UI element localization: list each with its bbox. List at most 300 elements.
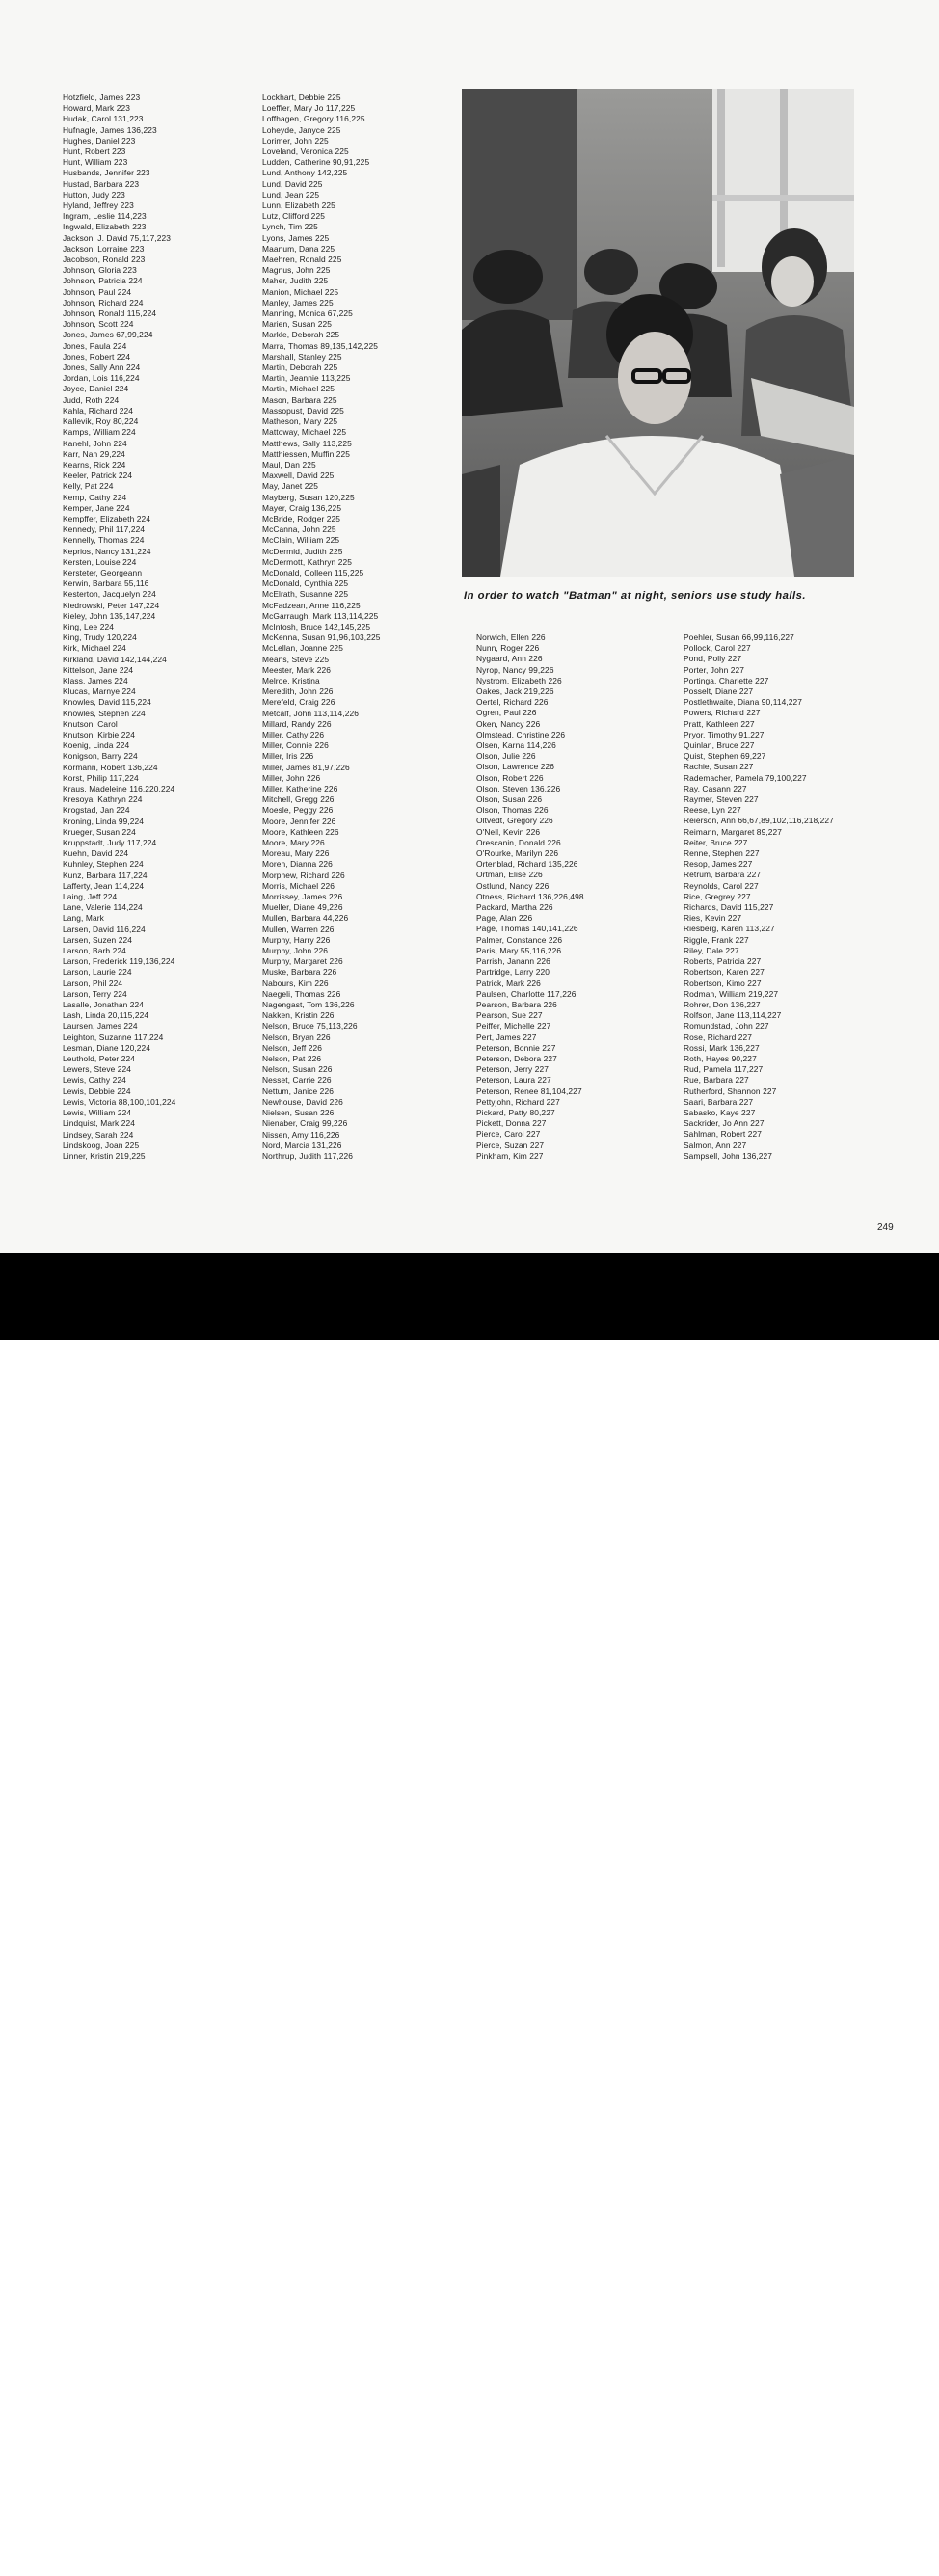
index-entry: Nettum, Janice 226 (262, 1086, 334, 1096)
index-entry: Ludden, Catherine 90,91,225 (262, 157, 370, 168)
index-entry: Sabasko, Kaye 227 (684, 1107, 756, 1117)
index-entry: Nunn, Roger 226 (476, 643, 540, 654)
footer-info (723, 2519, 918, 2575)
index-entry: Martin, Deborah 225 (262, 362, 338, 373)
index-entry: Peterson, Bonnie 227 (476, 1042, 556, 1053)
index-entry: Hughes, Daniel 223 (63, 135, 136, 146)
index-entry: Roberts, Patricia 227 (684, 956, 762, 967)
index-entry: May, Janet 225 (262, 481, 319, 492)
index-entry: Kamps, William 224 (63, 427, 136, 438)
index-entry: Lund, David 225 (262, 178, 323, 189)
index-entry: Moore, Jennifer 226 (262, 816, 336, 826)
index-entry: Hunt, Robert 223 (63, 147, 126, 157)
index-entry: Pickett, Donna 227 (476, 1118, 547, 1129)
index-entry: Nygaard, Ann 226 (476, 654, 543, 664)
index-column-3 (476, 632, 584, 1162)
index-entry: Johnson, Scott 224 (63, 319, 134, 330)
index-entry: Kelly, Pat 224 (63, 481, 114, 492)
index-entry: Maehren, Ronald 225 (262, 255, 342, 265)
index-entry: Peterson, Renee 81,104,227 (476, 1086, 582, 1096)
index-entry: Page, Alan 226 (476, 913, 533, 924)
index-entry: Kunz, Barbara 117,224 (63, 870, 148, 880)
index-entry: Pierce, Carol 227 (476, 1129, 541, 1140)
index-entry: Laursen, James 224 (63, 1021, 138, 1032)
index-entry: Kirk, Michael 224 (63, 643, 126, 654)
index-entry: Rossi, Mark 136,227 (684, 1042, 760, 1053)
index-entry: Klass, James 224 (63, 675, 128, 685)
index-entry: Pearson, Sue 227 (476, 1010, 543, 1021)
index-entry: Rachie, Susan 227 (684, 762, 754, 772)
index-entry: Lund, Jean 225 (262, 189, 320, 200)
index-entry: Knowles, David 115,224 (63, 697, 151, 708)
index-entry: Nielsen, Susan 226 (262, 1108, 335, 1118)
index-entry: Peterson, Jerry 227 (476, 1064, 549, 1075)
index-entry: Maanum, Dana 225 (262, 243, 335, 254)
index-entry: Jones, James 67,99,224 (63, 330, 153, 340)
index-entry: Joyce, Daniel 224 (63, 384, 129, 394)
index-entry: Lafferty, Jean 114,224 (63, 880, 145, 891)
index-entry: Lewers, Steve 224 (63, 1064, 132, 1075)
index-entry: Manion, Michael 225 (262, 286, 339, 297)
index-entry: Pearson, Barbara 226 (476, 999, 557, 1009)
index-entry: Ortenblad, Richard 135,226 (476, 859, 578, 870)
index-entry: Pratt, Kathleen 227 (684, 718, 755, 729)
index-entry: Nakken, Kristin 226 (262, 1010, 335, 1021)
index-entry: Matthiessen, Muffin 225 (262, 448, 351, 459)
index-entry: Northrup, Judith 117,226 (262, 1150, 353, 1161)
index-entry: Loffhagen, Gregory 116,225 (262, 114, 365, 124)
index-entry: Hunt, William 223 (63, 157, 128, 168)
index-entry: Raymer, Steven 227 (684, 794, 759, 805)
index-entry: Hotzfield, James 223 (63, 93, 141, 102)
index-entry: Knutson, Kirbie 224 (63, 729, 135, 739)
index-entry: Resop, James 227 (684, 859, 753, 870)
index-entry: Krogstad, Jan 224 (63, 805, 130, 816)
index-entry: Lockhart, Debbie 225 (262, 93, 341, 102)
index-entry: Loheyde, Janyce 225 (262, 124, 341, 135)
index-entry: Ingram, Leslie 114,223 (63, 211, 147, 222)
index-entry: Marshall, Stanley 225 (262, 351, 342, 362)
index-entry: Markle, Deborah 225 (262, 330, 340, 340)
index-entry: Kesterton, Jacquelyn 224 (63, 589, 156, 600)
index-entry: Nelson, Pat 226 (262, 1054, 322, 1064)
index-entry: Moren, Dianna 226 (262, 859, 333, 870)
index-entry: Quinlan, Bruce 227 (684, 740, 755, 751)
index-entry: Lorimer, John 225 (262, 135, 329, 146)
index-entry: Olson, Susan 226 (476, 794, 543, 805)
index-entry: Matthews, Sally 113,225 (262, 438, 352, 448)
index-entry: Powers, Richard 227 (684, 708, 761, 718)
index-entry: Maher, Judith 225 (262, 276, 329, 286)
index-entry: Packard, Martha 226 (476, 902, 553, 913)
index-entry: Ostlund, Nancy 226 (476, 880, 550, 891)
index-entry: Porter, John 227 (684, 664, 745, 675)
index-entry: Jackson, Lorraine 223 (63, 243, 145, 254)
index-entry: Rodman, William 219,227 (684, 988, 779, 999)
index-entry: Reimann, Margaret 89,227 (684, 826, 783, 837)
index-entry: Paulsen, Charlotte 117,226 (476, 988, 577, 999)
index-entry: Kahla, Richard 224 (63, 405, 134, 416)
index-entry: Kersten, Louise 224 (63, 556, 137, 567)
index-column-1 (63, 93, 175, 1162)
index-entry: Morphew, Richard 226 (262, 870, 345, 880)
index-entry: Olson, Julie 226 (476, 751, 536, 762)
index-entry: Reierson, Ann 66,67,89,102,116,218,227 (684, 816, 834, 826)
index-entry: Knowles, Stephen 224 (63, 708, 146, 718)
index-entry: Kiedrowski, Peter 147,224 (63, 600, 160, 610)
index-entry: Oltvedt, Gregory 226 (476, 816, 553, 826)
index-entry: Maul, Dan 225 (262, 459, 316, 470)
index-entry: Sahlman, Robert 227 (684, 1129, 763, 1140)
index-entry: Paris, Mary 55,116,226 (476, 945, 562, 955)
index-entry: McDonald, Cynthia 225 (262, 578, 349, 589)
index-entry: Magnus, John 225 (262, 265, 331, 276)
index-entry: Naegeli, Thomas 226 (262, 988, 341, 999)
index-entry: Lund, Anthony 142,225 (262, 168, 348, 178)
index-entry: Portinga, Charlette 227 (684, 675, 769, 685)
index-entry: Loeffler, Mary Jo 117,225 (262, 103, 356, 114)
index-entry: Norwich, Ellen 226 (476, 632, 546, 642)
index-entry: Mitchell, Gregg 226 (262, 794, 335, 805)
index-entry: Mayer, Craig 136,225 (262, 502, 342, 513)
index-entry: Korst, Philip 117,224 (63, 772, 139, 783)
index-entry: Ogren, Paul 226 (476, 708, 537, 718)
index-entry: Krueger, Susan 224 (63, 826, 136, 837)
index-entry: Lewis, William 224 (63, 1108, 132, 1118)
index-entry: McDonald, Colleen 115,225 (262, 567, 364, 577)
index-entry: Jordan, Lois 116,224 (63, 373, 140, 384)
index-entry: Lindskoog, Joan 225 (63, 1140, 140, 1150)
index-entry: Hutton, Judy 223 (63, 189, 125, 200)
index-entry: Lewis, Victoria 88,100,101,224 (63, 1096, 176, 1107)
index-entry: Postlethwaite, Diana 90,114,227 (684, 697, 803, 708)
index-entry: Nystrom, Elizabeth 226 (476, 675, 562, 685)
index-entry: Kieley, John 135,147,224 (63, 610, 156, 621)
index-entry: Martin, Michael 225 (262, 384, 335, 394)
index-entry: Larsen, David 116,224 (63, 924, 146, 934)
index-entry: Lang, Mark (63, 913, 104, 924)
index-entry: Robertson, Kimo 227 (684, 978, 762, 988)
footer-url: www.alamy.com (765, 2548, 918, 2572)
index-entry: Patrick, Mark 226 (476, 978, 541, 988)
index-entry: Lesman, Diane 120,224 (63, 1042, 151, 1053)
index-entry: Johnson, Gloria 223 (63, 265, 137, 276)
index-entry: Riesberg, Karen 113,227 (684, 924, 775, 934)
index-entry: Quist, Stephen 69,227 (684, 751, 766, 762)
index-entry: Rohrer, Don 136,227 (684, 999, 761, 1009)
index-entry: Olson, Thomas 226 (476, 805, 549, 816)
index-entry: Nelson, Jeff 226 (262, 1042, 322, 1053)
index-entry: Kallevik, Roy 80,224 (63, 416, 139, 427)
yearbook-page (0, 0, 939, 1253)
image-id-text: Image ID: 3A6PXTM (723, 2520, 918, 2544)
index-entry: Ortman, Elise 226 (476, 870, 543, 880)
index-entry: McFadzean, Anne 116,225 (262, 600, 361, 610)
index-entry: Linner, Kristin 219,225 (63, 1150, 146, 1161)
index-entry: Kemp, Cathy 224 (63, 492, 127, 502)
index-entry: Kennedy, Phil 117,224 (63, 524, 146, 535)
index-entry: McKenna, Susan 91,96,103,225 (262, 632, 381, 643)
index-entry: Means, Steve 225 (262, 654, 330, 664)
index-entry: Howard, Mark 223 (63, 103, 131, 114)
index-entry: Saari, Barbara 227 (684, 1096, 754, 1107)
index-entry: Lindquist, Mark 224 (63, 1118, 135, 1129)
index-entry: King, Trudy 120,224 (63, 632, 137, 643)
index-entry: Murphy, John 226 (262, 946, 329, 956)
index-entry: Nelson, Susan 226 (262, 1064, 333, 1075)
index-entry: Oertel, Richard 226 (476, 697, 549, 708)
index-entry: Reynolds, Carol 227 (684, 880, 759, 891)
index-entry: McGarraugh, Mark 113,114,225 (262, 610, 379, 621)
index-entry: Morrissey, James 226 (262, 892, 343, 902)
index-entry: Larson, Laurie 224 (63, 967, 132, 978)
index-entry: Otness, Richard 136,226,498 (476, 891, 584, 901)
index-entry: Meredith, John 226 (262, 686, 334, 697)
index-entry: Posselt, Diane 227 (684, 686, 754, 697)
index-entry: O'Neil, Kevin 226 (476, 826, 541, 837)
index-entry: Kearns, Rick 224 (63, 459, 126, 470)
index-entry: Ray, Casann 227 (684, 783, 747, 793)
index-entry: Kruppstadt, Judy 117,224 (63, 838, 157, 848)
index-entry: Rademacher, Pamela 79,100,227 (684, 772, 807, 783)
index-entry: Mayberg, Susan 120,225 (262, 492, 355, 502)
index-entry: Merefeld, Craig 226 (262, 697, 335, 708)
index-entry: Pettyjohn, Richard 227 (476, 1096, 560, 1107)
index-entry: Orescanin, Donald 226 (476, 837, 561, 847)
index-entry: Kemper, Jane 224 (63, 502, 130, 513)
index-entry: Kuhnley, Stephen 224 (63, 859, 144, 870)
index-entry: Leighton, Suzanne 117,224 (63, 1032, 164, 1042)
index-entry: Lindsey, Sarah 224 (63, 1129, 134, 1140)
index-entry: Nienaber, Craig 99,226 (262, 1118, 348, 1129)
index-entry: McClain, William 225 (262, 535, 340, 546)
index-entry: Nord, Marcia 131,226 (262, 1140, 342, 1150)
index-entry: Oakes, Jack 219,226 (476, 686, 554, 697)
index-entry: Rolfson, Jane 113,114,227 (684, 1010, 782, 1021)
index-entry: Mullen, Barbara 44,226 (262, 913, 349, 924)
index-entry: Pickard, Patty 80,227 (476, 1107, 555, 1117)
index-entry: Miller, Iris 226 (262, 751, 314, 762)
index-entry: Kempffer, Elizabeth 224 (63, 513, 151, 523)
index-entry: Nelson, Bryan 226 (262, 1032, 331, 1042)
index-entry: Hustad, Barbara 223 (63, 178, 140, 189)
index-entry: Marien, Susan 225 (262, 319, 332, 330)
index-entry: Meester, Mark 226 (262, 664, 332, 675)
index-entry: O'Rourke, Marilyn 226 (476, 848, 559, 859)
index-entry: Poehler, Susan 66,99,116,227 (684, 632, 794, 642)
index-entry: McIntosh, Bruce 142,145,225 (262, 621, 371, 631)
index-entry: Riley, Dale 227 (684, 945, 739, 955)
index-entry: Sampsell, John 136,227 (684, 1150, 773, 1161)
watermark-footer (0, 1253, 939, 2576)
index-entry: Judd, Roth 224 (63, 394, 120, 405)
index-entry: Millard, Randy 226 (262, 718, 332, 729)
index-entry: Olson, Lawrence 226 (476, 762, 555, 772)
index-entry: Mullen, Warren 226 (262, 924, 335, 934)
index-entry: Nabours, Kim 226 (262, 978, 329, 988)
index-entry: Reiter, Bruce 227 (684, 837, 748, 847)
index-entry: Maxwell, David 225 (262, 470, 335, 481)
index-entry: Keeler, Patrick 224 (63, 470, 133, 481)
index-entry: Riggle, Frank 227 (684, 934, 749, 945)
index-entry: Moesle, Peggy 226 (262, 805, 334, 816)
index-entry: McBride, Rodger 225 (262, 513, 341, 523)
index-entry: Kersteter, Georgeann (63, 567, 143, 577)
index-entry: Larson, Terry 224 (63, 988, 127, 999)
index-column-2 (262, 93, 380, 1162)
index-entry: Lane, Valerie 114,224 (63, 902, 143, 913)
index-entry: Koenig, Linda 224 (63, 740, 130, 751)
index-entry: Johnson, Ronald 115,224 (63, 309, 157, 319)
index-entry: Kroning, Linda 99,224 (63, 816, 145, 826)
index-entry: Hudak, Carol 131,223 (63, 114, 144, 124)
index-entry: Mattoway, Michael 225 (262, 427, 347, 438)
index-entry: Lutz, Clifford 225 (262, 211, 325, 222)
index-entry: Rice, Gregrey 227 (684, 891, 751, 901)
index-entry: Kormann, Robert 136,224 (63, 762, 158, 772)
index-entry: Salmon, Ann 227 (684, 1140, 747, 1150)
index-entry: Nagengast, Tom 136,226 (262, 1000, 355, 1010)
index-entry: Olsen, Karna 114,226 (476, 740, 556, 751)
index-entry: Miller, John 226 (262, 772, 321, 783)
study-hall-photo (462, 89, 854, 577)
index-entry: Romundstad, John 227 (684, 1021, 769, 1032)
index-entry: Murphy, Harry 226 (262, 934, 331, 945)
index-entry: Parrish, Janann 226 (476, 956, 550, 967)
index-entry: Hyland, Jeffrey 223 (63, 201, 134, 211)
index-entry: Pinkham, Kim 227 (476, 1150, 544, 1161)
index-entry: Olson, Robert 226 (476, 772, 544, 783)
index-entry: Matheson, Mary 225 (262, 416, 338, 427)
index-entry: Laing, Jeff 224 (63, 892, 118, 902)
index-entry: Ries, Kevin 227 (684, 913, 742, 924)
index-entry: Kraus, Madeleine 116,220,224 (63, 784, 175, 793)
index-entry: Jacobson, Ronald 223 (63, 255, 146, 265)
index-entry: Hufnagle, James 136,223 (63, 124, 157, 135)
index-entry: Newhouse, David 226 (262, 1096, 343, 1107)
index-entry: Metcalf, John 113,114,226 (262, 708, 359, 718)
index-entry: Peiffer, Michelle 227 (476, 1021, 551, 1032)
index-entry: Lyons, James 225 (262, 232, 330, 243)
index-entry: Jones, Paula 224 (63, 340, 127, 351)
index-entry: Lunn, Elizabeth 225 (262, 201, 335, 211)
index-entry: Reese, Lyn 227 (684, 805, 741, 816)
index-entry: Larsen, Suzen 224 (63, 934, 133, 945)
index-entry: Peterson, Debora 227 (476, 1053, 557, 1063)
index-entry: Rud, Pamela 117,227 (684, 1064, 764, 1075)
index-entry: Pryor, Timothy 91,227 (684, 729, 765, 739)
index-entry: Ingwald, Elizabeth 223 (63, 222, 147, 232)
index-entry: McElrath, Susanne 225 (262, 589, 349, 600)
index-entry: Jackson, J. David 75,117,223 (63, 232, 172, 243)
index-entry: Kanehl, John 224 (63, 438, 127, 448)
index-entry: Jones, Robert 224 (63, 351, 131, 362)
index-entry: Miller, Connie 226 (262, 740, 329, 751)
index-entry: Nelson, Bruce 75,113,226 (262, 1021, 358, 1032)
index-entry: Nissen, Amy 116,226 (262, 1129, 340, 1140)
index-entry: Peterson, Laura 227 (476, 1075, 551, 1086)
index-entry: Massopust, David 225 (262, 405, 344, 416)
index-column-4 (684, 632, 834, 1162)
index-entry: Olson, Steven 136,226 (476, 783, 561, 793)
index-entry: Larson, Frederick 119,136,224 (63, 956, 175, 967)
index-entry: Klucas, Marnye 224 (63, 686, 136, 697)
index-entry: King, Lee 224 (63, 621, 114, 631)
index-entry: Morris, Michael 226 (262, 880, 335, 891)
index-entry: Larson, Phil 224 (63, 978, 123, 988)
index-entry: Moore, Mary 226 (262, 838, 325, 848)
index-entry: Konigson, Barry 224 (63, 751, 138, 762)
index-entry: Kennelly, Thomas 224 (63, 535, 145, 546)
index-entry: Knutson, Carol (63, 718, 118, 729)
index-entry: McDermid, Judith 225 (262, 546, 343, 556)
index-entry: Johnson, Patricia 224 (63, 276, 143, 286)
index-entry: Kittelson, Jane 224 (63, 664, 134, 675)
index-entry: Kuehn, David 224 (63, 848, 129, 859)
page-number: 249 (877, 1222, 894, 1233)
index-entry: Miller, James 81,97,226 (262, 762, 350, 772)
index-entry: Marra, Thomas 89,135,142,225 (262, 340, 378, 351)
index-entry: McCanna, John 225 (262, 524, 336, 535)
index-entry: Lasalle, Jonathan 224 (63, 1000, 145, 1010)
photo-caption: In order to watch "Batman" at night, seniors use study halls. (464, 590, 807, 602)
index-entry: Kresoya, Kathryn 224 (63, 794, 143, 805)
index-entry: Renne, Stephen 227 (684, 848, 760, 859)
index-entry: Rose, Richard 227 (684, 1032, 753, 1042)
index-entry: Page, Thomas 140,141,226 (476, 924, 578, 934)
index-entry: Jones, Sally Ann 224 (63, 362, 141, 373)
index-entry: Muske, Barbara 226 (262, 967, 337, 978)
index-entry: Lash, Linda 20,115,224 (63, 1010, 149, 1021)
index-entry: Miller, Katherine 226 (262, 784, 338, 793)
index-entry: Mason, Barbara 225 (262, 394, 337, 405)
index-entry: Miller, Cathy 226 (262, 729, 325, 739)
index-entry: Leuthold, Peter 224 (63, 1054, 136, 1064)
index-entry: Lewis, Cathy 224 (63, 1075, 126, 1086)
index-entry: Mueller, Diane 49,226 (262, 902, 343, 913)
index-entry: Melroe, Kristina (262, 675, 320, 685)
index-entry: Lewis, Debbie 224 (63, 1086, 131, 1096)
index-entry: Larson, Barb 224 (63, 946, 126, 956)
index-entry: Murphy, Margaret 226 (262, 956, 343, 967)
index-entry: Johnson, Paul 224 (63, 286, 132, 297)
index-entry: Roth, Hayes 90,227 (684, 1053, 757, 1063)
index-entry: Keprios, Nancy 131,224 (63, 546, 151, 556)
index-entry: Pert, James 227 (476, 1032, 537, 1042)
index-entry: Johnson, Richard 224 (63, 297, 144, 308)
index-entry: Manley, James 225 (262, 297, 334, 308)
index-entry: Rue, Barbara 227 (684, 1075, 749, 1086)
index-entry: Karr, Nan 29,224 (63, 448, 125, 459)
index-entry: Oken, Nancy 226 (476, 718, 541, 729)
index-entry: Martin, Jeannie 113,225 (262, 373, 351, 384)
index-entry: Partridge, Larry 220 (476, 967, 550, 978)
index-entry: Pollock, Carol 227 (684, 643, 751, 654)
index-entry: Kerwin, Barbara 55,116 (63, 578, 149, 589)
index-entry: Nyrop, Nancy 99,226 (476, 664, 554, 675)
index-entry: Nesset, Carrie 226 (262, 1075, 332, 1086)
index-entry: Moreau, Mary 226 (262, 848, 330, 859)
index-entry: Robertson, Karen 227 (684, 967, 765, 978)
index-entry: Pond, Polly 227 (684, 654, 742, 664)
index-entry: Sackrider, Jo Ann 227 (684, 1118, 765, 1129)
index-entry: Rutherford, Shannon 227 (684, 1086, 777, 1096)
index-entry: Palmer, Constance 226 (476, 934, 563, 945)
index-entry: Manning, Monica 67,225 (262, 309, 353, 319)
index-entry: Richards, David 115,227 (684, 902, 774, 913)
index-entry: McLellan, Joanne 225 (262, 643, 343, 654)
alamy-logo: alamy (19, 2518, 185, 2576)
